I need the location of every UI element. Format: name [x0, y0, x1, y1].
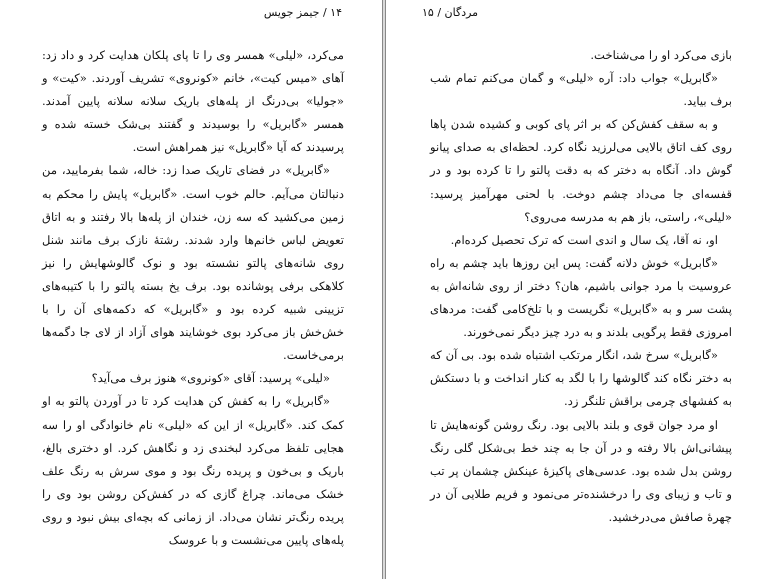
- paragraph: او، نه آقا، یک سال و اندی است که ترک تحصیل کرده‌ام.: [450, 232, 718, 247]
- paragraph: «لیلی» پرسید: آقای «کونروی» هنوز برف می‌آید؟: [91, 371, 330, 386]
- right-page: [385, 0, 768, 579]
- paragraph: بازی می‌کرد او را می‌شناخت.: [590, 48, 732, 62]
- paragraph: «گابریل» جواب داد: آره «لیلی» و گمان می‌کنم تمام شب برف بیاید.: [430, 71, 732, 109]
- left-page-body: [42, 44, 344, 552]
- right-page-header: مردگان / ۱۵: [422, 6, 479, 19]
- left-page: [0, 0, 383, 579]
- paragraph: «گابریل» را به کفش کن هدایت کرد تا در آوردن پالتو به او کمک کند. «گابریل» از این که «لیلی» نام خانوادگی او را سه هجایی تلفظ می‌کرد لبخندی زد و نگاهش کرد. او دختری بالغ، باریک و بی‌خون و پریده رنگ بود و موی سرش به رنگ علف خشک می‌ماند. چراغ گازی که در کفش‌کن روشن بود وی را پریده رنگ‌تر نشان می‌داد. از زمانی که بچه‌ای بیش نبود و روی پله‌های پایین می‌نشست و با عروسک: [42, 394, 344, 547]
- paragraph: می‌کرد، «لیلی» همسر وی را تا پای پلکان هدایت کرد و داد زد: آهای «میس کیت»، خانم «کونروی» تشریف آوردند. «کیت» و «جولیا» بی‌درنگ از پله‌های باریک سلانه سلانه پایین آمدند. همسر «گابریل» را بوسیدند و گفتند بی‌شک خسته شده و پرسیدند که آیا «گابریل» نیز همراهش است.: [42, 48, 344, 155]
- paragraph: او مرد جوان قوی و بلند بالایی بود. رنگ روشن گونه‌هایش تا پیشانی‌اش بالا رفته و در آن جا به چند خط بی‌شکل گلی رنگ روشن بدل شده بود. عدسی‌های پاکیزهٔ عینکش چشمان پر تب و تاب و زیبای وی را درخشنده‌تر می‌نمود و فریم طلایی آن در چهرهٔ صافش می‌درخشید.: [430, 417, 732, 524]
- paragraph: و به سقف کفش‌کن که بر اثر پای کوبی و کشیده شدن پاها روی کف اتاق بالایی می‌لرزید نگاه کرد. لحظه‌ای به صدای پیانو گوش داد. آنگاه به دختر که به دقت پالتو را تا کرده بود و در قفسه‌ای جا می‌داد چشم دوخت. با لحنی مهرآمیز پرسید: «لیلی»، راستی، باز هم به مدرسه می‌روی؟: [430, 117, 732, 224]
- paragraph: «گابریل» خوش دلانه گفت: پس این روزها باید چشم به راه عروسیت با مرد جوانی باشیم، هان؟ دختر از روی شانه‌اش به پشت سر و به «گابریل» نگریست و با تلخ‌کامی گفت: مردهای امروزی فقط پرگویی بلدند و به درد چیز دیگر نمی‌خورند.: [430, 255, 732, 340]
- left-page-header: ۱۴ / جیمز جویس: [263, 6, 342, 19]
- right-page-body: [430, 44, 732, 529]
- paragraph: «گابریل» سرخ شد، انگار مرتکب اشتباه شده بود. بی آن که به دختر نگاه کند گالوشها را با لگد به کنار انداخت و با دستکش به کفشهای چرمی براقش تلنگر زد.: [430, 348, 732, 409]
- paragraph: «گابریل» در فضای تاریک صدا زد: خاله، شما بفرمایید، من دنبالتان می‌آیم. حالم خوب است. «گابریل» پایش را محکم به زمین می‌کشید که سه زن، خندان از پله‌ها بالا رفتند و به اتاق تعویض لباس خانم‌ها وارد شدند. رشتهٔ نازک برف مانند شنل روی شانه‌های پالتو نشسته بود و نوک گالوشهایش را نیز کلاهکی برفی پوشانده بود. برف یخ بسته پالتو را با کتیبه‌های تزیینی شبیه کرده بود و «گابریل» که دکمه‌های آن را با خش‌خش باز می‌کرد بوی خوشایند هوای آزاد از لای جا دگمه‌ها برمی‌خاست.: [42, 163, 344, 363]
